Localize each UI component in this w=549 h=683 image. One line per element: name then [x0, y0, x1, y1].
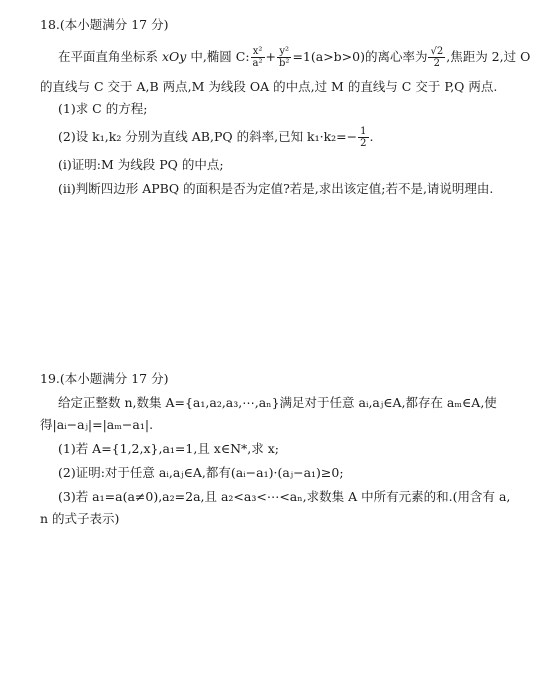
question-19-part-3: (3)若 a₁=a(a≠0),a₂=2a,且 a₂<a₃<⋯<aₙ,求数集 A 中所有元素的和.(用含有 a,	[58, 489, 511, 504]
stem-text: ,焦距为 2,过 O	[446, 49, 531, 64]
question-18-stem-line-1	[58, 46, 530, 69]
question-19-part-2: (2)证明:对于任意 aᵢ,aⱼ∈A,都有(aᵢ−a₁)·(aⱼ−a₁)≥0;	[58, 465, 344, 480]
fraction-sqrt2-2: $\frac{√2}{2}$	[430, 46, 444, 69]
question-18-header: 18.(本小题满分 17 分)	[40, 17, 169, 32]
stem-text: 在平面直角坐标系	[58, 49, 162, 64]
question-18-stem-line-2: 的直线与 C 交于 A,B 两点,M 为线段 OA 的中点,过 M 的直线与 C 交于 P,Q 两点.	[40, 79, 498, 94]
part-2-text: .	[369, 129, 374, 144]
question-19-part-1: (1)若 A={1,2,x},a₁=1,且 x∈N*,求 x;	[58, 441, 279, 456]
question-18-part-1: (1)求 C 的方程;	[58, 101, 148, 116]
stem-text: =1(a>b>0)的离心率为	[292, 49, 428, 64]
fraction-y2-b2: $\frac{\text{y²}}{\text{b²}}$	[279, 46, 290, 69]
question-19-stem-line-1: 给定正整数 n,数集 A={a₁,a₂,a₃,⋯,aₙ}满足对于任意 aᵢ,aⱼ∈A,都存在 aₘ∈A,使	[58, 395, 497, 410]
question-18-part-2	[58, 126, 374, 149]
stem-text: 中,椭圆 C:	[186, 49, 250, 64]
coordinate-system: xOy	[161, 49, 187, 64]
fraction-1-2: $\frac{1}{2}$	[360, 126, 367, 149]
fraction-x2-a2: $\frac{\text{x²}}{\text{a²}}$	[252, 46, 263, 69]
question-18-part-i: (i)证明:M 为线段 PQ 的中点;	[58, 157, 224, 172]
question-19-part-3-cont: n 的式子表示)	[40, 511, 120, 526]
part-2-text: (2)设 k₁,k₂ 分别为直线 AB,PQ 的斜率,已知 k₁·k₂=−	[58, 129, 358, 144]
question-19-stem-line-2: 得|aᵢ−aⱼ|=|aₘ−a₁|.	[40, 417, 154, 432]
question-19-header: 19.(本小题满分 17 分)	[40, 371, 169, 386]
plus-sign: +	[265, 49, 277, 64]
question-18-part-ii: (ii)判断四边形 APBQ 的面积是否为定值?若是,求出该定值;若不是,请说明理由.	[58, 181, 494, 196]
